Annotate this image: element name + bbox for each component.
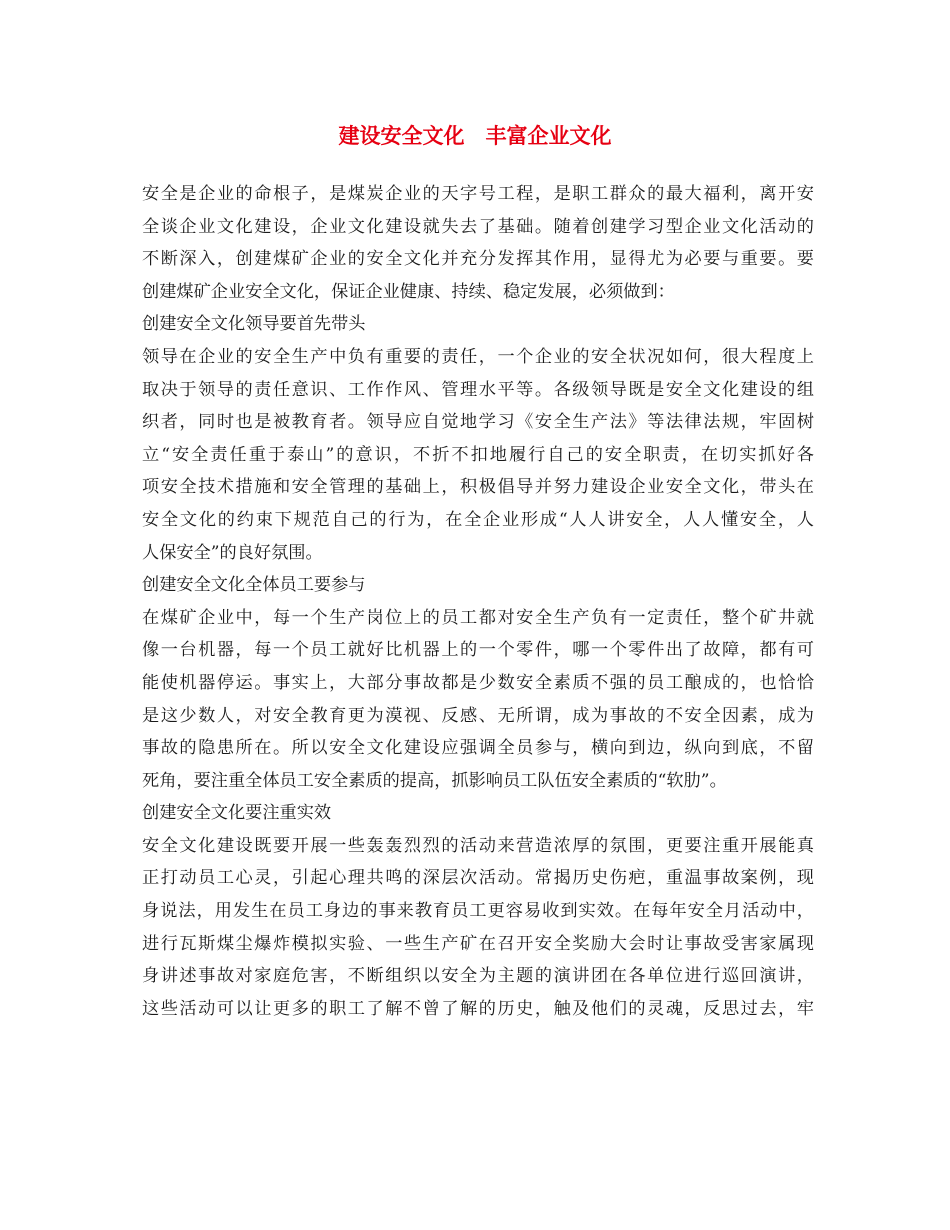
paragraph-line: 创建煤矿企业安全文化，保证企业健康、持续、稳定发展，必须做到： xyxy=(142,281,675,302)
paragraph xyxy=(142,341,814,569)
paragraph-line: 进行瓦斯煤尘爆炸模拟实验、一些生产矿在召开安全奖励大会时让事故受害家属现 xyxy=(142,933,814,954)
paragraph-line: 安全文化建设既要开展一些轰轰烈烈的活动来营造浓厚的氛围，更要注重开展能真 xyxy=(142,835,814,856)
paragraph-line: 安全文化的约束下规范自己的行为，在全企业形成“人人讲安全，人人懂安全，人 xyxy=(142,509,814,530)
paragraph-line: 取决于领导的责任意识、工作作风、管理水平等。各级领导既是安全文化建设的组 xyxy=(142,379,814,400)
paragraph-line: 安全是企业的命根子，是煤炭企业的天字号工程，是职工群众的最大福利，离开安 xyxy=(142,184,814,204)
paragraph-line: 像一台机器，每一个员工就好比机器上的一个零件，哪一个零件出了故障，都有可 xyxy=(142,640,814,661)
paragraph-line: 是这少数人，对安全教育更为漠视、反感、无所谓，成为事故的不安全因素，成为 xyxy=(142,705,814,726)
paragraph-line: 在煤矿企业中，每一个生产岗位上的员工都对安全生产负有一定责任，整个矿井就 xyxy=(142,607,814,628)
page-title: 建设安全文化 丰富企业文化 xyxy=(338,124,612,148)
paragraph-line: 死角，要注重全体员工安全素质的提高，抓影响员工队伍安全素质的“软肋”。 xyxy=(142,770,727,791)
paragraph-line: 这些活动可以让更多的职工了解不曾了解的历史，触及他们的灵魂，反思过去，牢 xyxy=(142,998,814,1019)
paragraph xyxy=(142,602,814,798)
section-heading: 创建安全文化领导要首先带头 xyxy=(142,314,366,335)
paragraph-line: 身讲述事故对家庭危害，不断组织以安全为主题的演讲团在各单位进行巡回演讲， xyxy=(142,966,814,987)
paragraph-line: 领导在企业的安全生产中负有重要的责任，一个企业的安全状况如何，很大程度上 xyxy=(142,346,814,367)
paragraph xyxy=(142,178,814,308)
section-heading: 创建安全文化全体员工要参与 xyxy=(142,575,366,596)
paragraph-line: 身说法，用发生在员工身边的事来教育员工更容易收到实效。在每年安全月活动中， xyxy=(142,901,814,922)
paragraph-line: 事故的隐患所在。所以安全文化建设应强调全员参与，横向到边，纵向到底，不留 xyxy=(142,738,814,759)
paragraph-line: 不断深入，创建煤矿企业的安全文化并充分发挥其作用，显得尤为必要与重要。要 xyxy=(142,249,814,270)
paragraph-line: 立“安全责任重于泰山”的意识，不折不扣地履行自己的安全职责，在切实抓好各 xyxy=(142,444,814,465)
paragraph-line: 织者，同时也是被教育者。领导应自觉地学习《安全生产法》等法律法规，牢固树 xyxy=(142,412,814,433)
paragraph-line: 能使机器停运。事实上，大部分事故都是少数安全素质不强的员工酿成的，也恰恰 xyxy=(142,672,814,693)
paragraph-line: 正打动员工心灵，引起心理共鸣的深层次活动。常揭历史伤疤，重温事故案例，现 xyxy=(142,868,814,889)
section-heading: 创建安全文化要注重实效 xyxy=(142,803,332,824)
paragraph-line: 人保安全”的良好氛围。 xyxy=(142,542,323,563)
paragraph xyxy=(142,830,814,1026)
paragraph-line: 全谈企业文化建设，企业文化建设就失去了基础。随着创建学习型企业文化活动的 xyxy=(142,216,814,237)
document-body xyxy=(142,178,814,1025)
paragraph-line: 项安全技术措施和安全管理的基础上，积极倡导并努力建设企业安全文化，带头在 xyxy=(142,477,814,498)
